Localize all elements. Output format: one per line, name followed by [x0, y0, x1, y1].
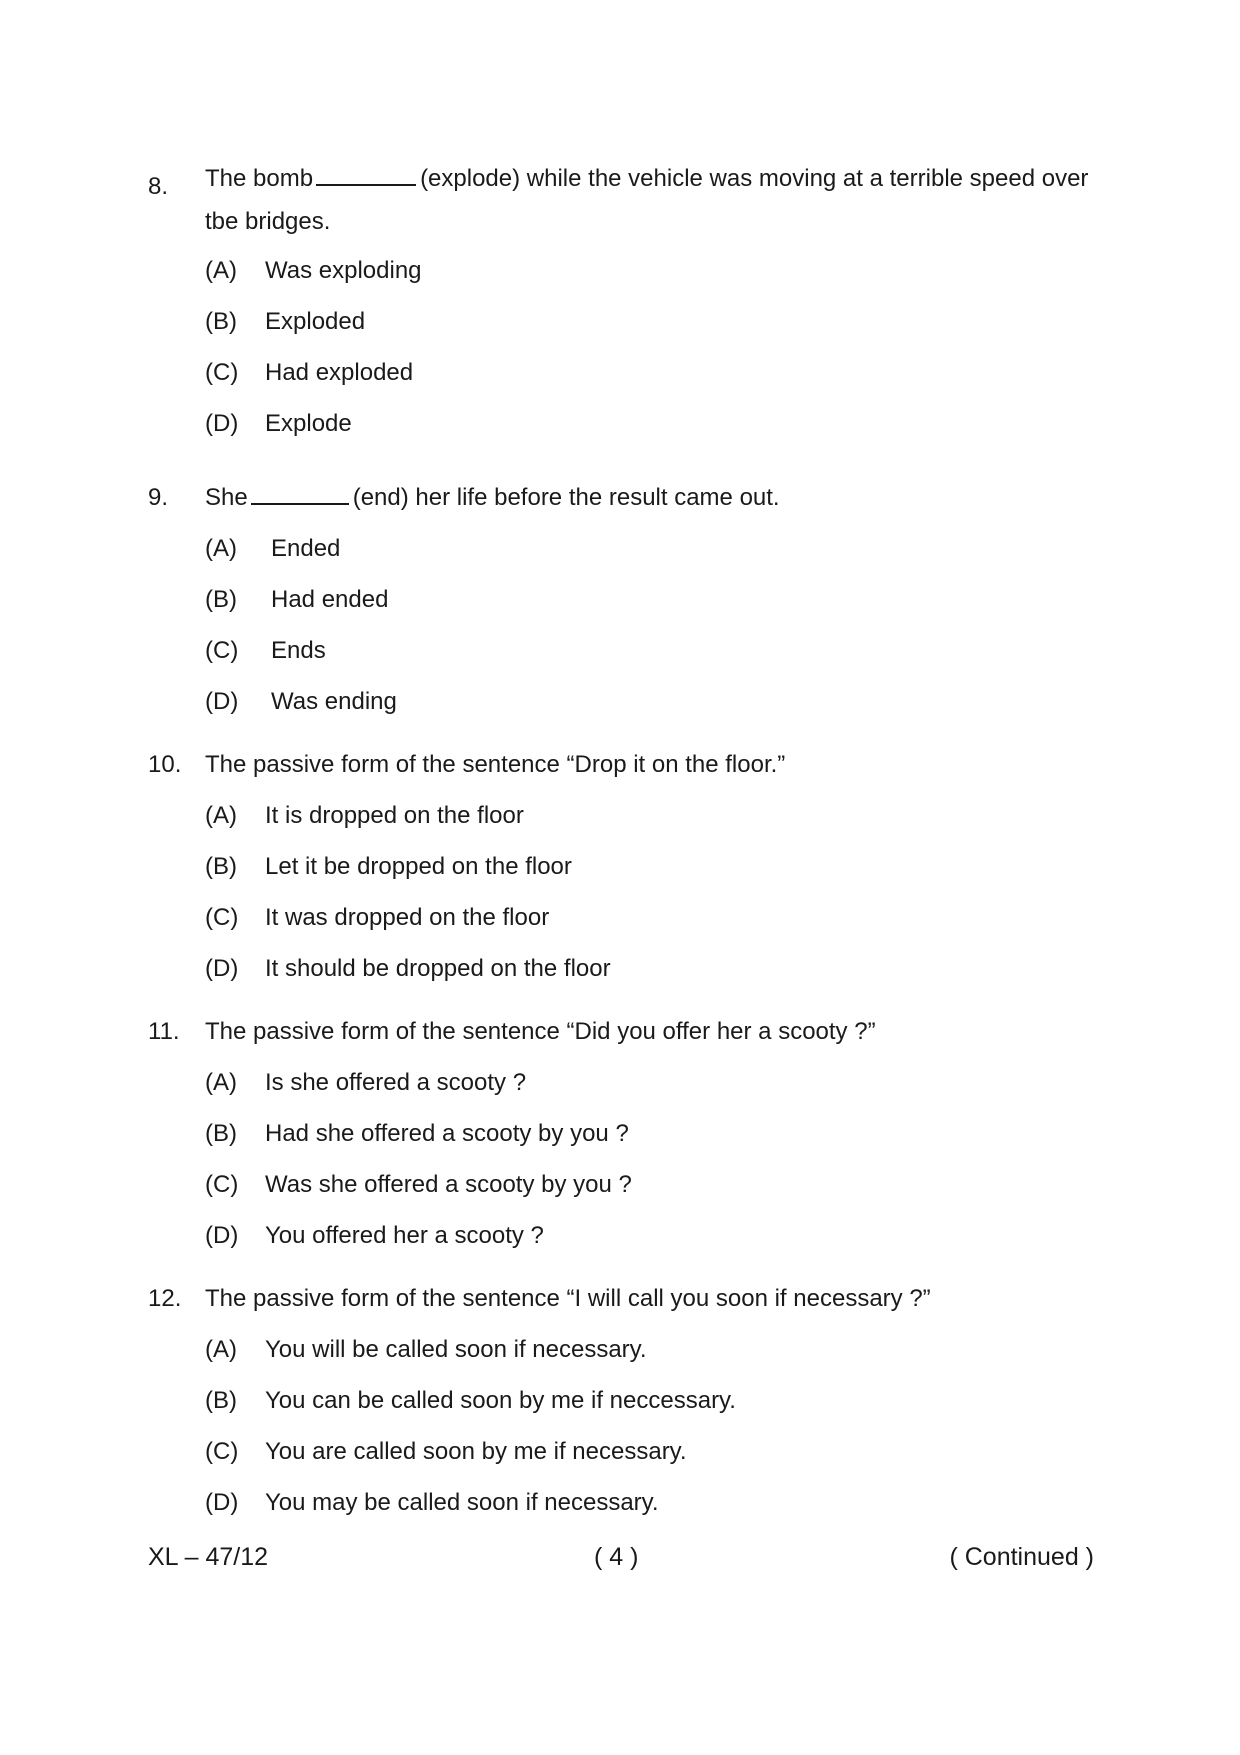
option-label: (A) [205, 1336, 237, 1363]
option-b[interactable] [205, 852, 1108, 903]
answer-blank [316, 183, 416, 186]
option-c[interactable] [205, 358, 1108, 409]
question-9 [148, 483, 1108, 738]
option-b[interactable] [205, 307, 1108, 358]
option-text: Is she offered a scooty ? [265, 1069, 527, 1096]
option-label: (A) [205, 802, 237, 829]
question-12 [148, 1284, 1108, 1539]
option-list [205, 256, 1108, 460]
option-text: Was exploding [265, 257, 422, 284]
question-8 [148, 165, 1108, 460]
question-11 [148, 1017, 1108, 1272]
option-text: You will be called soon if necessary. [265, 1336, 647, 1363]
option-label: (C) [205, 1171, 239, 1198]
option-label: (D) [205, 1489, 239, 1516]
option-b[interactable] [205, 1119, 1108, 1170]
option-text: Had ended [271, 586, 389, 613]
question-number: 10. [148, 751, 182, 778]
option-label: (B) [205, 853, 237, 880]
option-a[interactable] [205, 1068, 1108, 1119]
option-label: (C) [205, 904, 239, 931]
page-footer [148, 1541, 1094, 1573]
option-text: Exploded [265, 308, 366, 335]
option-text: Had exploded [265, 359, 414, 386]
question-text: The passive form of the sentence “Drop it on the floor.” [205, 751, 786, 778]
question-text-before-blank: The bomb [205, 165, 314, 192]
option-a[interactable] [205, 801, 1108, 852]
option-label: (D) [205, 410, 239, 437]
option-d[interactable] [205, 409, 1108, 460]
question-text [205, 483, 1108, 513]
option-b[interactable] [205, 1386, 1108, 1437]
option-text: It was dropped on the floor [265, 904, 550, 931]
option-label: (D) [205, 688, 239, 715]
question-text: The passive form of the sentence “I will call you soon if necessary ?” [205, 1285, 931, 1312]
option-text: Had she offered a scooty by you ? [265, 1120, 629, 1147]
paper-code: XL – 47/12 [148, 1543, 269, 1571]
option-label: (D) [205, 955, 239, 982]
option-label: (B) [205, 1120, 237, 1147]
option-list [205, 801, 1108, 1005]
option-text: Was ending [271, 688, 397, 715]
option-label: (C) [205, 359, 239, 386]
option-text: Ends [271, 637, 326, 664]
question-number: 9. [148, 484, 169, 511]
question-number: 12. [148, 1285, 182, 1312]
option-text: You are called soon by me if necessary. [265, 1438, 687, 1465]
option-label: (C) [205, 637, 239, 664]
question-10 [148, 750, 1108, 1005]
option-text: Ended [271, 535, 341, 562]
option-label: (A) [205, 1069, 237, 1096]
option-d[interactable] [205, 687, 1108, 738]
answer-blank [251, 502, 349, 505]
option-label: (B) [205, 308, 237, 335]
option-label: (B) [205, 1387, 237, 1414]
question-text [205, 157, 1108, 243]
option-label: (C) [205, 1438, 239, 1465]
option-d[interactable] [205, 954, 1108, 1005]
question-text-after-blank: (end) her life before the result came out. [352, 484, 780, 511]
option-c[interactable] [205, 636, 1108, 687]
option-label: (B) [205, 586, 237, 613]
option-c[interactable] [205, 903, 1108, 954]
option-c[interactable] [205, 1437, 1108, 1488]
continued-label: ( Continued ) [949, 1543, 1094, 1571]
option-text: Explode [265, 410, 352, 437]
option-a[interactable] [205, 534, 1108, 585]
option-list [205, 1068, 1108, 1272]
option-text: It should be dropped on the floor [265, 955, 611, 982]
question-text-before-blank: She [205, 484, 248, 511]
option-text: You may be called soon if necessary. [265, 1489, 659, 1516]
option-a[interactable] [205, 256, 1108, 307]
option-text: Let it be dropped on the floor [265, 853, 572, 880]
option-label: (A) [205, 535, 237, 562]
page-number: ( 4 ) [594, 1543, 639, 1571]
option-list [205, 1335, 1108, 1539]
option-d[interactable] [205, 1221, 1108, 1272]
option-text: Was she offered a scooty by you ? [265, 1171, 632, 1198]
question-number: 11. [148, 1018, 180, 1045]
option-c[interactable] [205, 1170, 1108, 1221]
question-number: 8. [148, 173, 169, 200]
option-list [205, 534, 1108, 738]
option-text: It is dropped on the floor [265, 802, 524, 829]
option-label: (A) [205, 257, 237, 284]
question-text: The passive form of the sentence “Did you offer her a scooty ?” [205, 1018, 876, 1045]
question-text-after-blank: (explode) while the vehicle was moving at a terrible speed over tbe bridges. [205, 165, 1089, 235]
option-text: You can be called soon by me if neccessary. [265, 1387, 736, 1414]
option-d[interactable] [205, 1488, 1108, 1539]
option-label: (D) [205, 1222, 239, 1249]
option-text: You offered her a scooty ? [265, 1222, 544, 1249]
option-a[interactable] [205, 1335, 1108, 1386]
option-b[interactable] [205, 585, 1108, 636]
